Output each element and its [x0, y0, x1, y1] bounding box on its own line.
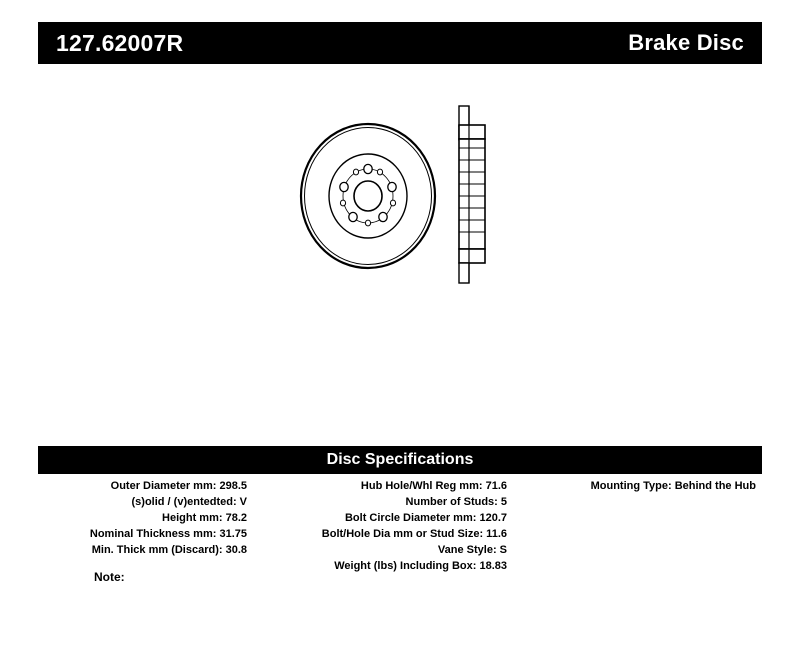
- spec-item: Nominal Thickness mm: 31.75: [89, 528, 247, 540]
- rotor-face-view: [293, 106, 443, 286]
- spec-table: [38, 478, 762, 574]
- spec-item: (s)olid / (v)entedted: V: [131, 496, 247, 508]
- spec-title: Disc Specifications: [326, 451, 474, 468]
- spec-item: Min. Thick mm (Discard): 30.8: [91, 544, 247, 556]
- note-row: [38, 570, 762, 584]
- spec-item: Hub Hole/Whl Reg mm: 71.6: [360, 480, 507, 492]
- product-type-label: Brake Disc: [628, 30, 744, 55]
- spec-item: Number of Studs: 5: [405, 496, 507, 508]
- spec-item: Height mm: 78.2: [162, 512, 247, 524]
- rotor-cross-section-view: [453, 102, 513, 287]
- spec-item: Weight (lbs) Including Box: 18.83: [334, 560, 507, 572]
- spec-item: Vane Style: S: [437, 544, 507, 556]
- spec-item: Outer Diameter mm: 298.5: [110, 480, 247, 492]
- header-bar: [38, 22, 762, 64]
- note-label: Note:: [94, 570, 125, 584]
- part-number: 127.62007R: [56, 29, 184, 56]
- technical-drawing: [38, 74, 762, 434]
- spec-item: Bolt Circle Diameter mm: 120.7: [344, 512, 507, 524]
- spec-item: Bolt/Hole Dia mm or Stud Size: 11.6: [321, 528, 507, 540]
- spec-title-bar: [38, 446, 762, 474]
- spec-column-right: [513, 478, 762, 494]
- spec-column-middle: [253, 478, 513, 574]
- spec-column-left: [38, 478, 253, 558]
- spec-item: Mounting Type: Behind the Hub: [590, 480, 756, 492]
